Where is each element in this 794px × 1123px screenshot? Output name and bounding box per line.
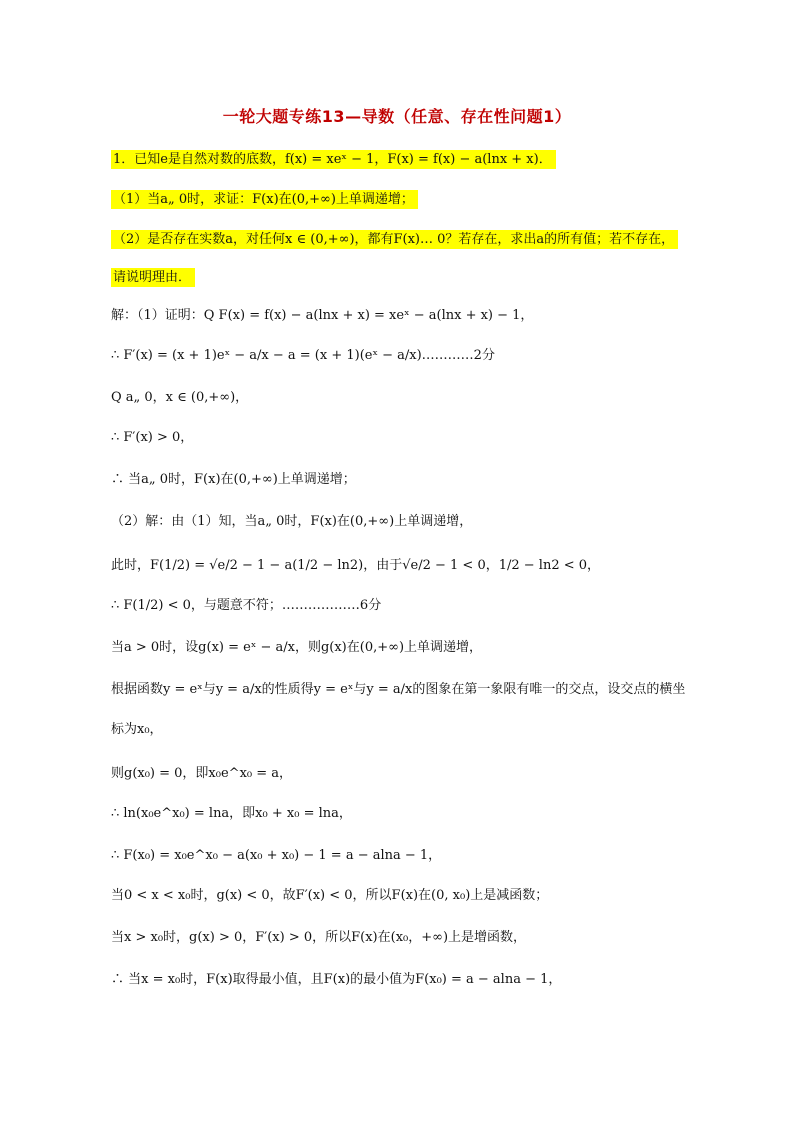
solution-line: ∴ F′(x) > 0， <box>111 430 194 445</box>
solution-line: 则g(x₀) = 0，即x₀e^x₀ = a， <box>111 766 293 781</box>
solution-line: 解：（1）证明：Q F(x) = f(x) − a(lnx + x) = xeˣ − a(lnx + x) − 1， <box>111 308 534 323</box>
solution-line: 当x > x₀时，g(x) > 0，F′(x) > 0，所以F(x)在(x₀，+∞)上是增函数， <box>111 930 527 945</box>
solution-line: ∴ ln(x₀e^x₀) = lna，即x₀ + x₀ = lna， <box>111 806 352 821</box>
highlighted-text: 1．已知e是自然对数的底数，f(x) = xeˣ − 1，F(x) = f(x) − a(lnx + x)． <box>111 150 556 169</box>
solution-line: 标为x₀， <box>111 722 163 737</box>
solution-line: 当a > 0时，设g(x) = eˣ − a/x，则g(x)在(0,+∞)上单调递增， <box>111 640 483 655</box>
solution-line: 根据函数y = eˣ与y = a/x的性质得y = eˣ与y = a/x的图象在第一象限有唯一的交点，设交点的横坐 <box>111 682 686 697</box>
problem-part-2-continued <box>111 268 195 288</box>
solution-line: ∴ F(x₀) = x₀e^x₀ − a(x₀ + x₀) − 1 = a − alna − 1， <box>111 848 442 863</box>
highlighted-text: 请说明理由． <box>111 268 195 287</box>
problem-part-2 <box>111 230 678 250</box>
document-title: 一轮大题专练13—导数（任意、存在性问题1） <box>222 107 572 126</box>
solution-line: ∴ 当a„ 0时，F(x)在(0,+∞)上单调递增； <box>111 472 356 487</box>
solution-line: Q a„ 0，x ∈ (0,+∞)， <box>111 390 249 405</box>
solution-line: （2）解：由（1）知，当a„ 0时，F(x)在(0,+∞)上单调递增， <box>111 514 473 529</box>
solution-line: ∴ F′(x) = (x + 1)eˣ − a/x − a = (x + 1)(eˣ − a/x)…………2分 <box>111 348 495 363</box>
solution-line: 此时，F(1/2) = √e/2 − 1 − a(1/2 − ln2)，由于√e/2 − 1 < 0，1/2 − ln2 < 0， <box>111 558 601 573</box>
solution-line: 当0 < x < x₀时，g(x) < 0，故F′(x) < 0，所以F(x)在(0, x₀)上是减函数； <box>111 888 549 903</box>
problem-part-1 <box>111 190 418 210</box>
problem-stem <box>111 150 556 170</box>
solution-line: ∴ 当x = x₀时，F(x)取得最小值，且F(x)的最小值为F(x₀) = a − alna − 1， <box>111 972 562 987</box>
highlighted-text: （2）是否存在实数a，对任何x ∈ (0,+∞)，都有F(x)… 0？若存在，求出a的所有值；若不存在， <box>111 230 678 249</box>
solution-line: ∴ F(1/2) < 0，与题意不符；………………6分 <box>111 598 382 613</box>
highlighted-text: （1）当a„ 0时，求证：F(x)在(0,+∞)上单调递增； <box>111 190 418 209</box>
